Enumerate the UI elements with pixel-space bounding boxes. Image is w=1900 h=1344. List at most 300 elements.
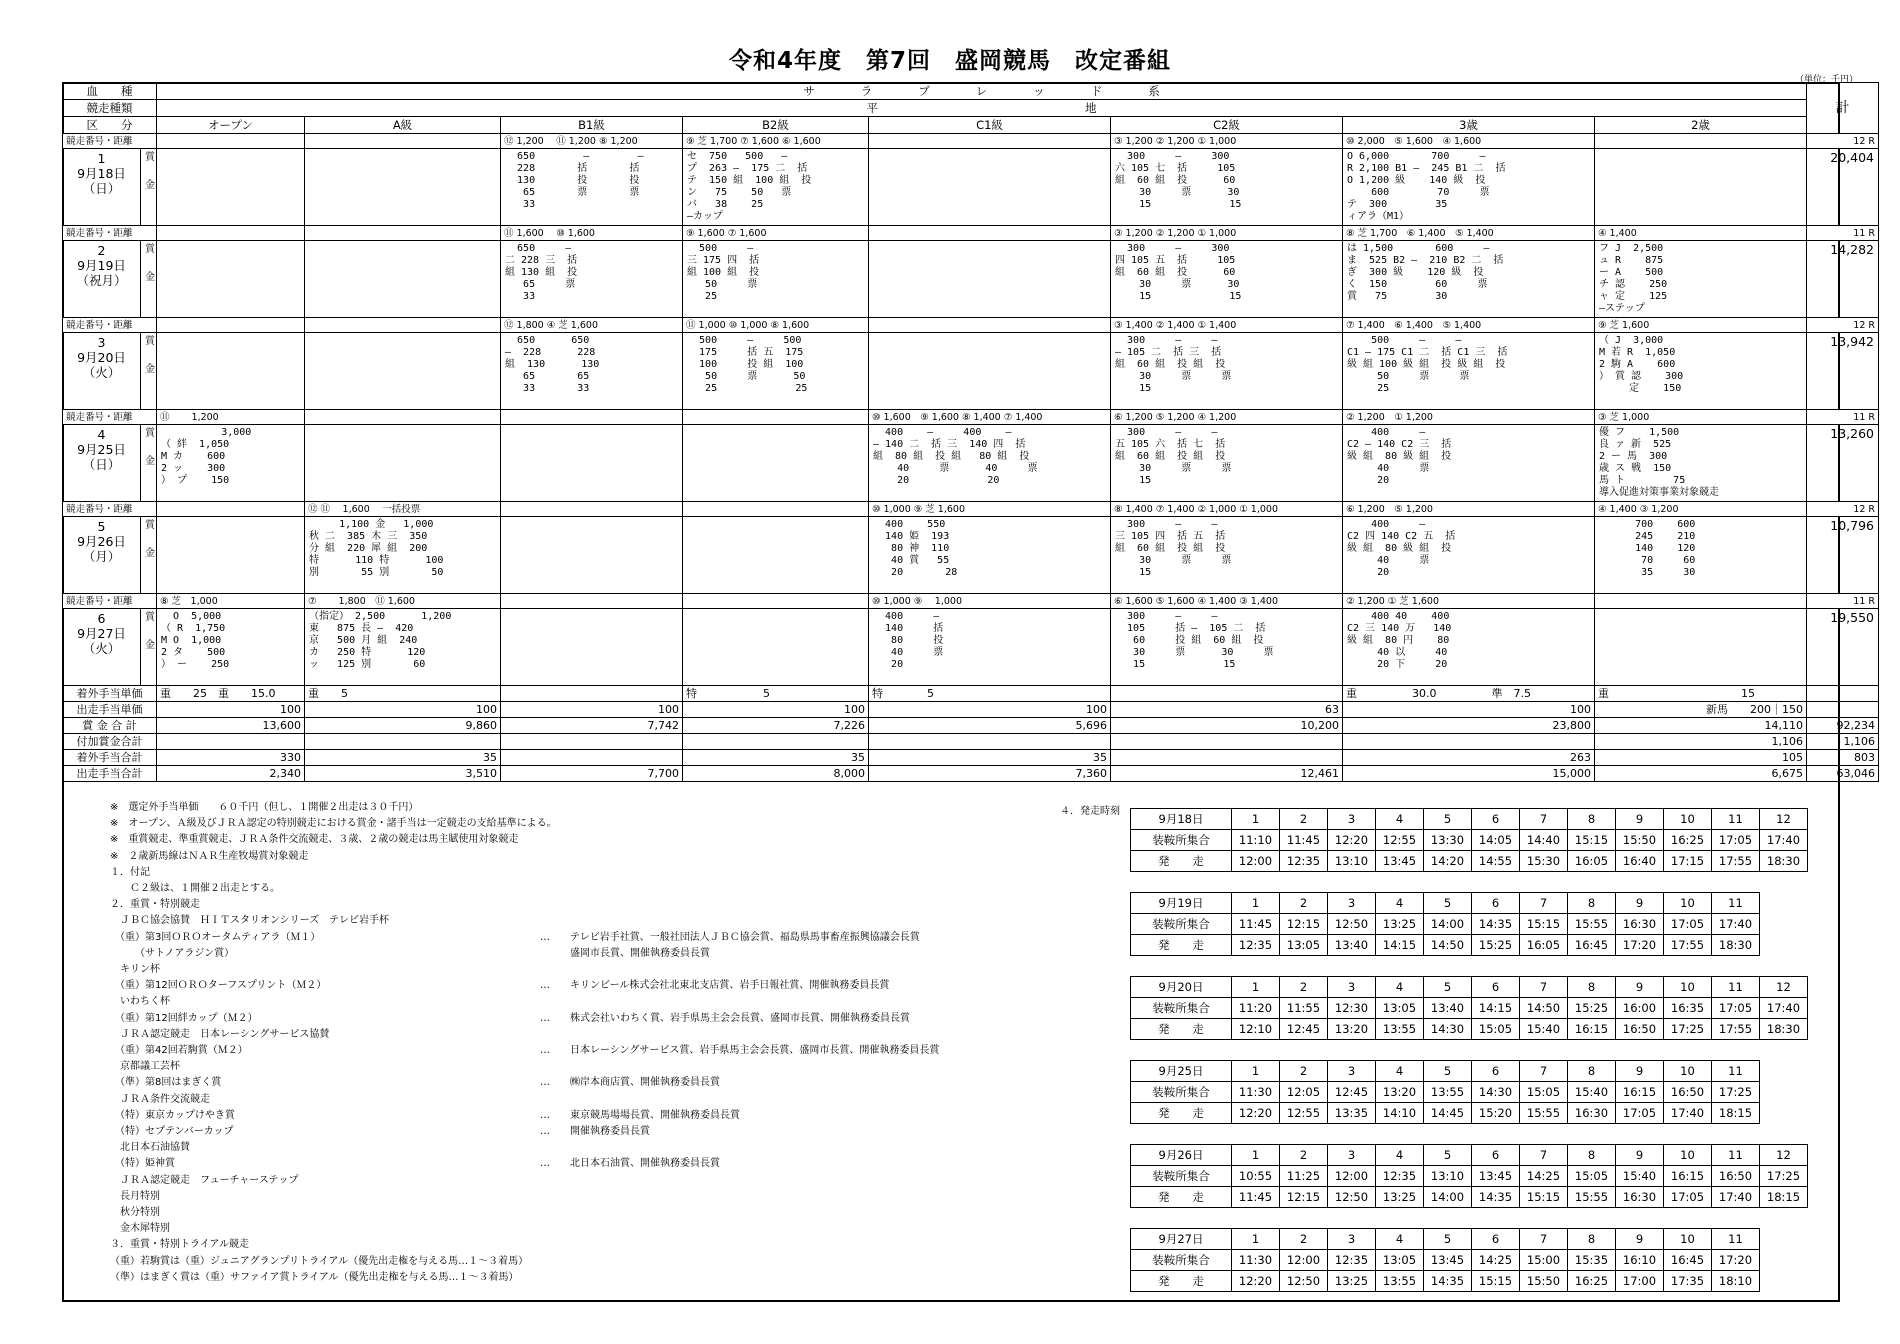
race-count-unit: R [1865,595,1875,607]
schedule-race-number: 3 [1328,893,1376,914]
start-time: 13:20 [1328,1019,1376,1040]
start-time: 15:15 [1520,1187,1568,1208]
note-line [110,1011,1110,1027]
race-prize-cell [501,425,683,502]
race-count-unit: R [1865,227,1875,239]
summary-value: 63 [1111,702,1343,718]
schedule-race-number: 4 [1376,1061,1424,1082]
schedule-start-row [1131,1019,1808,1040]
gather-time: 14:35 [1472,914,1520,935]
summary-value: 15,000 [1343,766,1595,782]
race-distance-cell [305,410,501,425]
gather-time: 14:00 [1424,914,1472,935]
schedule-race-number: 1 [1232,809,1280,830]
race-distance-cell [305,318,501,333]
race-prize-cell [683,149,869,226]
race-distance-cell [1595,134,1807,149]
total-header: 計 [1807,83,1879,134]
race-distance-row [63,226,1879,241]
race-distance-cell: ⑧ 1,400 ⑦ 1,400 ② 1,000 ① 1,000 [1111,502,1343,517]
race-prize-detail: 500 ― 三 175 四 括 組 100 組 投 50 票 25 [687,243,760,302]
race-prize-detail: 400 ― 400 ― ― 140 二 括 三 140 四 括 組 80 組 投 組 80 組 投 40 票 40 票 20 20 [873,427,1038,486]
schedule-date: 9月18日 [1131,809,1232,830]
start-time: 17:25 [1664,1019,1712,1040]
schedule-race-number: 9 [1616,893,1664,914]
race-prize-cell [157,241,305,318]
note-line [110,913,1110,929]
consolation-rate-row [63,686,1879,702]
race-prize-cell [869,609,1111,686]
race-distance-cell [157,226,305,241]
race-prize-cell [1343,333,1595,410]
start-time: 14:10 [1376,1103,1424,1124]
schedule-race-number: 2 [1280,977,1328,998]
race-distance-cell: ③ 芝 1,000 [1595,410,1807,425]
gather-time: 13:55 [1424,1082,1472,1103]
gather-time: 14:40 [1520,830,1568,851]
race-count-value: 11 [1853,595,1866,607]
race-prize-detail: 300 ― ― 五 105 六 括 七 括 組 60 組 投 組 投 30 票 票 15 [1115,427,1232,486]
schedule-race-number: 3 [1328,1145,1376,1166]
note-text: キリン杯 [110,964,160,976]
gather-time: 13:05 [1376,998,1424,1019]
note-line [110,816,1110,832]
race-distance-cell [869,134,1111,149]
start-label: 発 走 [1131,1187,1232,1208]
summary-total [1807,702,1879,718]
gather-time: 16:50 [1664,1082,1712,1103]
summary-value [1111,750,1343,766]
prize-label [141,149,157,226]
race-prize-cell [1595,333,1807,410]
start-time: 17:55 [1664,935,1712,956]
unit-label: （単位：千円） [1794,75,1858,85]
note-line [110,930,1110,946]
note-text: ＪＢＣ協会協賛 ＨＩＴスタリオンシリーズ テレビ岩手杯 [110,915,389,927]
schedule-date: 9月20日 [1131,977,1232,998]
note-text: （重）若駒賞は（重）ジュニアグランプリトライアル（優先出走権を与える馬…１～３着馬） [110,1255,529,1267]
gather-label: 装鞍所集合 [1131,998,1232,1019]
race-distance-cell: ⑪ 1,000 ⑩ 1,000 ⑧ 1,600 [683,318,869,333]
schedule-race-number: 1 [1232,1145,1280,1166]
race-distance-cell: ③ 1,200 ② 1,200 ① 1,000 [1111,134,1343,149]
summary-value: 3,510 [305,766,501,782]
note-line [110,1059,1110,1075]
start-time-table [1130,1228,1760,1292]
summary-row [63,734,1879,750]
race-distance-cell: ⑦ 1,800 ⑪ 1,600 [305,594,501,609]
schedule-race-number: 10 [1664,1145,1712,1166]
note-line [110,1124,1110,1140]
race-prize-detail: 300 ― 300 四 105 五 括 105 組 60 組 投 60 30 票 30 15 15 [1115,243,1242,302]
start-label: 発 走 [1131,1271,1232,1292]
start-time: 18:30 [1760,1019,1808,1040]
note-text: （重）第12回絆カップ（Ｍ２） [110,1012,258,1024]
schedule-race-number: 8 [1568,893,1616,914]
schedule-race-number: 2 [1280,1145,1328,1166]
class-header: A級 [305,117,501,134]
note-line [110,832,1110,848]
distance-row-label: 競走番号・距離 [63,502,157,517]
class-header: B2級 [683,117,869,134]
gather-label: 装鞍所集合 [1131,1082,1232,1103]
schedule-start-row [1131,851,1808,872]
summary-value: 100 [501,702,683,718]
gather-time: 15:55 [1568,914,1616,935]
race-prize-detail: O 6,000 700 ― R 2,100 B1 ― 245 B1 二 括 O 1,200 級 140 級 投 600 70 票 テ 300 35 ィアラ（M1） [1347,151,1506,222]
race-prize-cell [1343,425,1595,502]
race-prize-cell [869,333,1111,410]
start-time: 18:10 [1712,1271,1760,1292]
summary-row [63,750,1879,766]
start-time: 18:15 [1760,1187,1808,1208]
consolation-rate-cell: 重 30.0 準 7.5 [1343,686,1595,702]
race-prize-cell [501,149,683,226]
summary-value [501,750,683,766]
note-presenter: … ㈱岸本商店賞、開催執務委員長賞 [540,1077,720,1089]
start-time: 12:45 [1280,1019,1328,1040]
race-prize-cell [305,333,501,410]
schedule-race-number: 5 [1424,1145,1472,1166]
prize-label [141,425,157,502]
schedule-race-number: 5 [1424,977,1472,998]
summary-value: 5,696 [869,718,1111,734]
summary-value: 7,742 [501,718,683,734]
note-presenter: … 開催執務委員長賞 [540,1126,650,1138]
gather-time: 11:55 [1280,998,1328,1019]
schedule-race-number: 7 [1520,977,1568,998]
race-prize-cell [869,425,1111,502]
start-time: 14:45 [1424,1103,1472,1124]
class-header: C2級 [1111,117,1343,134]
prize-label-text: 賞 金 [145,152,155,191]
schedule-race-number: 4 [1376,1229,1424,1250]
summary-total: 803 [1807,750,1879,766]
start-label: 発 走 [1131,1103,1232,1124]
race-count [1807,318,1879,333]
gather-time: 16:50 [1712,1166,1760,1187]
schedule-race-number: 12 [1760,1145,1808,1166]
race-prize-detail: 300 ― ― 三 105 四 括 五 括 組 60 組 投 組 投 30 票 票 15 [1115,519,1232,578]
gather-time: 17:40 [1712,914,1760,935]
race-distance-cell [683,594,869,609]
race-prize-detail: セ 750 500 ― プ 263 ― 175 二 括 テ 150 組 100 組 投 ン 75 50 票 バ 38 25 ―カップ [687,151,812,222]
gather-time: 11:45 [1232,914,1280,935]
start-time: 16:05 [1520,935,1568,956]
gather-time: 17:40 [1760,830,1808,851]
race-count-value: 12 [1853,503,1866,515]
prize-label-text: 賞 金 [145,244,155,283]
start-time: 12:50 [1280,1271,1328,1292]
gather-label: 装鞍所集合 [1131,914,1232,935]
gather-time: 13:10 [1424,1166,1472,1187]
race-day-label [63,517,141,594]
race-prize-detail: 650 ― 二 228 三 括 組 130 組 投 65 票 33 [505,243,578,302]
race-distance-cell: ⑨ 1,600 ⑦ 1,600 [683,226,869,241]
race-prize-detail: 400 550 140 姫 193 80 神 110 40 賞 55 20 28 [885,519,958,578]
summary-label: 出走手当合計 [63,766,157,782]
start-time: 15:55 [1568,1187,1616,1208]
distance-row-label: 競走番号・距離 [63,318,157,333]
start-time: 14:00 [1424,1187,1472,1208]
note-line [110,800,1110,816]
schedule-race-number: 4 [1376,893,1424,914]
gather-time: 14:25 [1520,1166,1568,1187]
gather-time: 12:35 [1328,1250,1376,1271]
note-text: （重）第42回若駒賞（Ｍ２） [110,1045,248,1057]
note-line [110,1027,1110,1043]
schedule-race-number: 5 [1424,1061,1472,1082]
start-time: 16:05 [1568,851,1616,872]
race-prize-cell [157,333,305,410]
note-text: ２．重賞・特別競走 [110,899,200,911]
schedule-race-number: 6 [1472,1229,1520,1250]
summary-value: 14,110 [1595,718,1807,734]
note-line [110,1205,1110,1221]
race-count [1807,226,1879,241]
breed-row [63,83,1879,100]
race-day-label [63,149,141,226]
race-distance-cell [157,502,305,517]
schedule-race-number: 5 [1424,1229,1472,1250]
note-presenter: … キリンビール株式会社北東北支店賞、岩手日報社賞、開催執務委員長賞 [540,980,890,992]
schedule-race-number: 12 [1760,977,1808,998]
note-line [110,897,1110,913]
start-time: 14:50 [1424,935,1472,956]
race-day-text: 4 9月25日 （日） [77,427,126,472]
schedule-gather-row [1131,998,1808,1019]
summary-total: 92,234 [1807,718,1879,734]
schedule-race-number: 2 [1280,809,1328,830]
summary-value [501,734,683,750]
consolation-rate-cell: 特 5 [683,686,869,702]
race-distance-cell: ② 1,200 ① 芝 1,600 [1343,594,1595,609]
start-time: 13:25 [1376,1187,1424,1208]
gather-time: 15:35 [1568,1250,1616,1271]
race-distance-row [63,502,1879,517]
race-day-text: 6 9月27日 （火） [77,611,126,656]
race-prize-cell [305,149,501,226]
race-prize-detail: フ J 2,500 ュ R 875 ー A 500 チ 認 250 ャ 定 125 ―ステップ [1599,243,1668,314]
schedule-gather-row [1131,830,1808,851]
day-total: 13,942 [1807,333,1879,410]
start-label: 発 走 [1131,935,1232,956]
gather-time: 15:40 [1568,1082,1616,1103]
prize-label-text: 賞 金 [145,428,155,467]
summary-value: 12,461 [1111,766,1343,782]
race-prize-cell [1343,241,1595,318]
start-time: 18:30 [1760,851,1808,872]
race-distance-cell: ⑥ 1,600 ⑤ 1,600 ④ 1,400 ③ 1,400 [1111,594,1343,609]
summary-value: 9,860 [305,718,501,734]
race-count-value: 11 [1853,227,1866,239]
race-prize-cell [305,609,501,686]
race-day-row [63,425,1879,502]
race-prize-cell [683,517,869,594]
gather-time: 11:20 [1232,998,1280,1019]
class-header: B1級 [501,117,683,134]
race-distance-cell: ⑩ 2,000 ⑤ 1,600 ④ 1,600 [1343,134,1595,149]
race-prize-cell [501,333,683,410]
schedule-race-number-row [1131,1229,1760,1250]
race-distance-cell [869,226,1111,241]
schedule-race-number: 8 [1568,977,1616,998]
consolation-rate-cell [501,686,683,702]
race-prize-cell [1595,609,1807,686]
note-line [110,881,1110,897]
race-prize-cell [1595,517,1807,594]
start-time: 16:50 [1616,1019,1664,1040]
day-total: 19,550 [1807,609,1879,686]
gather-time: 17:05 [1712,998,1760,1019]
start-time-table [1130,976,1808,1040]
schedule-race-number: 9 [1616,1229,1664,1250]
consolation-rate-cell: 重 25 重 15.0 [157,686,305,702]
summary-total: 1,106 [1807,734,1879,750]
start-time: 14:35 [1472,1187,1520,1208]
gather-label: 装鞍所集合 [1131,1166,1232,1187]
schedule-gather-row [1131,914,1760,935]
schedule-race-number-row [1131,893,1760,914]
race-prize-detail: 400 ― C2 ― 140 C2 三 括 級 組 80 級 組 投 40 票 20 [1347,427,1452,486]
schedule-race-number: 8 [1568,1061,1616,1082]
note-text: １．付記 [110,866,150,878]
consolation-rate-cell [1111,686,1343,702]
summary-value: 35 [869,750,1111,766]
summary-value: 13,600 [157,718,305,734]
start-time: 17:35 [1664,1271,1712,1292]
start-time: 11:45 [1232,1187,1280,1208]
race-distance-cell [157,134,305,149]
gather-time: 17:05 [1712,830,1760,851]
race-prize-cell [869,149,1111,226]
summary-value: 35 [305,750,501,766]
race-prize-cell [1595,425,1807,502]
schedule-race-number: 9 [1616,809,1664,830]
start-time-heading: ４．発走時刻 [1060,806,1120,817]
race-distance-cell [501,594,683,609]
race-count-unit: R [1865,319,1875,331]
gather-time: 16:45 [1664,1250,1712,1271]
consolation-rate-total [1807,686,1879,702]
start-time: 17:05 [1616,1103,1664,1124]
race-count-unit: R [1865,411,1875,423]
note-line [110,1173,1110,1189]
gather-time: 15:25 [1568,998,1616,1019]
race-day-text: 1 9月18日 （日） [77,151,126,196]
race-prize-detail: 300 ― ― 105 括 ― 105 二 括 60 投 組 60 組 投 30 票 30 票 15 15 [1127,611,1274,670]
race-day-text: 5 9月26日 （月） [77,519,126,564]
schedule-race-number: 10 [1664,977,1712,998]
start-time: 16:25 [1568,1271,1616,1292]
note-line [110,946,1110,962]
gather-time: 12:00 [1328,1166,1376,1187]
race-prize-detail: 3,000 （ 絆 1,050 M カ 600 2 ッ 300 ） プ 150 [161,427,252,486]
note-text: ＪＲＡ認定競走 日本レーシングサービス協賛 [110,1028,330,1040]
summary-value: 2,340 [157,766,305,782]
note-line [110,1140,1110,1156]
race-prize-cell [157,425,305,502]
start-time-table [1130,1144,1808,1208]
gather-time: 16:00 [1616,998,1664,1019]
race-distance-cell: ⑩ 1,000 ⑨ 1,000 [869,594,1111,609]
race-prize-cell [1595,241,1807,318]
summary-value: 100 [869,702,1111,718]
note-line [110,1156,1110,1172]
summary-value: 1,106 [1595,734,1807,750]
schedule-race-number-row [1131,809,1808,830]
note-text: ※ 選定外手当単価 ６０千円（但し、１開催２出走は３０千円） [110,802,419,813]
race-count [1807,502,1879,517]
race-prize-detail: 300 ― ― ― 105 二 括 三 括 組 60 組 投 組 投 30 票 票 15 [1115,335,1232,394]
schedule-race-number: 7 [1520,809,1568,830]
gather-time: 17:05 [1664,914,1712,935]
race-count [1807,594,1879,609]
schedule-race-number: 8 [1568,809,1616,830]
start-time: 17:20 [1616,935,1664,956]
schedule-race-number: 7 [1520,1061,1568,1082]
note-text: （特）セプテンバーカップ [110,1126,234,1138]
note-presenter: … テレビ岩手社賞、一般社団法人ＪＢＣ協会賞、福島県馬事畜産振興協議会長賞 [540,931,920,943]
race-prize-detail: （ J 3,000 M 若 R 1,050 2 駒 A 600 ） 賞 認 300 定 150 [1599,335,1684,394]
race-program-body [63,83,1879,782]
race-distance-cell: ⑫ ⑪ 1,600 一括投票 [305,502,501,517]
start-time: 14:15 [1376,935,1424,956]
race-prize-detail: 500 ― 500 175 括 五 175 100 投 組 100 50 票 50 25 25 [699,335,808,394]
start-time: 15:20 [1472,1103,1520,1124]
gather-time: 12:55 [1376,830,1424,851]
summary-value [683,734,869,750]
gather-time: 15:50 [1616,830,1664,851]
gather-time: 13:40 [1424,998,1472,1019]
summary-value [157,734,305,750]
race-count-unit: R [1865,135,1875,147]
race-prize-detail: 400 ― 140 括 80 投 40 票 20 [885,611,944,670]
race-day-label [63,425,141,502]
note-text: 秋分特別 [110,1207,160,1219]
note-line [110,1237,1110,1253]
race-day-label [63,609,141,686]
race-prize-detail: 400 40 400 C2 三 140 万 140 級 組 80 円 80 40 以 40 20 下 20 [1347,611,1452,670]
race-distance-cell: ⑨ 芝 1,700 ⑦ 1,600 ⑥ 1,600 [683,134,869,149]
race-day-text: 3 9月20日 （火） [77,335,126,380]
note-line [110,1270,1110,1286]
note-presenter: … 北日本石油賞、開催執務委員長賞 [540,1158,720,1170]
race-prize-cell [157,517,305,594]
start-time: 16:30 [1568,1103,1616,1124]
schedule-start-row [1131,1103,1760,1124]
schedule-race-number: 1 [1232,893,1280,914]
start-time: 17:40 [1712,1187,1760,1208]
race-prize-detail: 500 ― ― C1 ― 175 C1 二 括 C1 三 括 級 組 100 級 組 投 級 組 投 50 票 票 25 [1347,335,1508,394]
start-time: 16:40 [1616,851,1664,872]
note-line [110,994,1110,1010]
start-time: 16:30 [1616,1187,1664,1208]
class-header: 2歳 [1595,117,1807,134]
note-text: ※ ２歳新馬線はＮＡＲ生産牧場賞対象競走 [110,850,309,862]
schedule-race-number: 1 [1232,977,1280,998]
note-text: ※ 重賞競走、準重賞競走、ＪＲＡ条件交流競走、３歳、２歳の競走は馬主賦使用対象競走 [110,834,519,846]
gather-time: 16:25 [1664,830,1712,851]
gather-time: 14:50 [1520,998,1568,1019]
race-distance-cell: ⑥ 1,200 ⑤ 1,200 ④ 1,200 [1111,410,1343,425]
schedule-start-row [1131,935,1760,956]
note-presenter: … 株式会社いわちく賞、岩手県馬主会会長賞、盛岡市長賞、開催執務委員長賞 [540,1012,910,1024]
note-line [110,962,1110,978]
race-prize-cell [869,241,1111,318]
race-distance-cell [869,318,1111,333]
schedule-race-number: 9 [1616,977,1664,998]
